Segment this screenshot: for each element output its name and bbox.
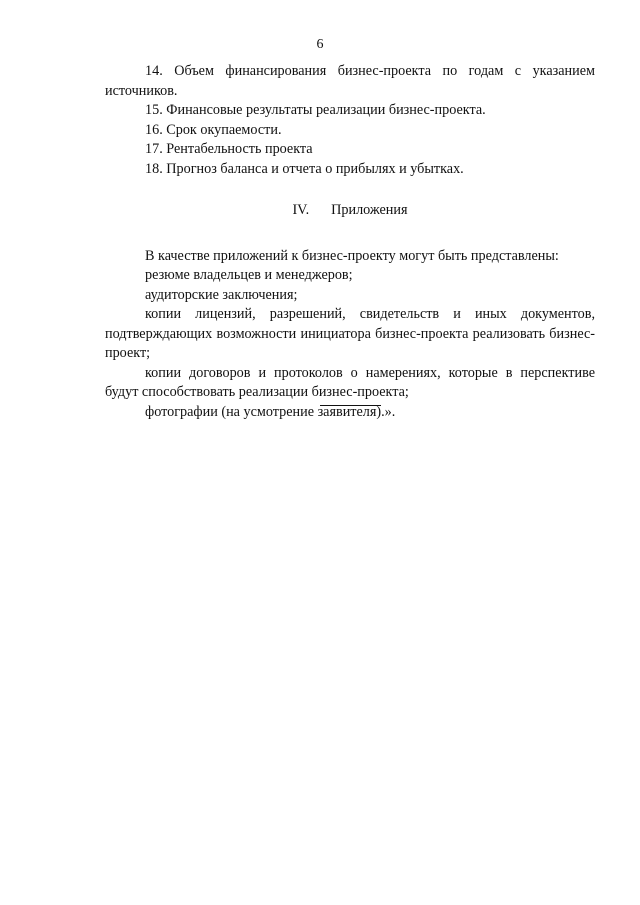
section-heading (105, 201, 595, 221)
appendix-item-photos: фотографии (на усмотрение заявителя).». (145, 403, 396, 420)
list-item-17: 17. Рентабельность проекта (145, 141, 313, 157)
list-item-15: 15. Финансовые результаты реализации бизнес-проекта. (145, 102, 486, 118)
appendix-item-licenses: копии лицензий, разрешений, свидетельств и иных документов, подтверждающих возможности инициатора бизнес-проекта реализовать бизнес-проект; (105, 306, 595, 361)
page-number: 6 (316, 37, 324, 52)
appendix-intro: В качестве приложений к бизнес-проекту могут быть представлены: (145, 247, 559, 264)
end-of-document-rule (320, 405, 381, 406)
list-item-16: 16. Срок окупаемости. (145, 121, 282, 138)
appendix-item-resumes: резюме владельцев и менеджеров; (145, 267, 353, 283)
appendix-item-audit: аудиторские заключения; (145, 286, 298, 303)
appendix-item-contracts: копии договоров и протоколов о намерениях, которые в перспективе будут способствовать реализации бизнес-проекта; (105, 364, 595, 400)
section-number: IV. (292, 202, 310, 218)
document-body (105, 62, 595, 422)
list-item-18: 18. Прогноз баланса и отчета о прибылях и убытках. (145, 160, 464, 177)
list-item-14: 14. Объем финансирования бизнес-проекта по годам с указанием источников. (105, 63, 595, 99)
section-title: Приложения (331, 202, 408, 218)
